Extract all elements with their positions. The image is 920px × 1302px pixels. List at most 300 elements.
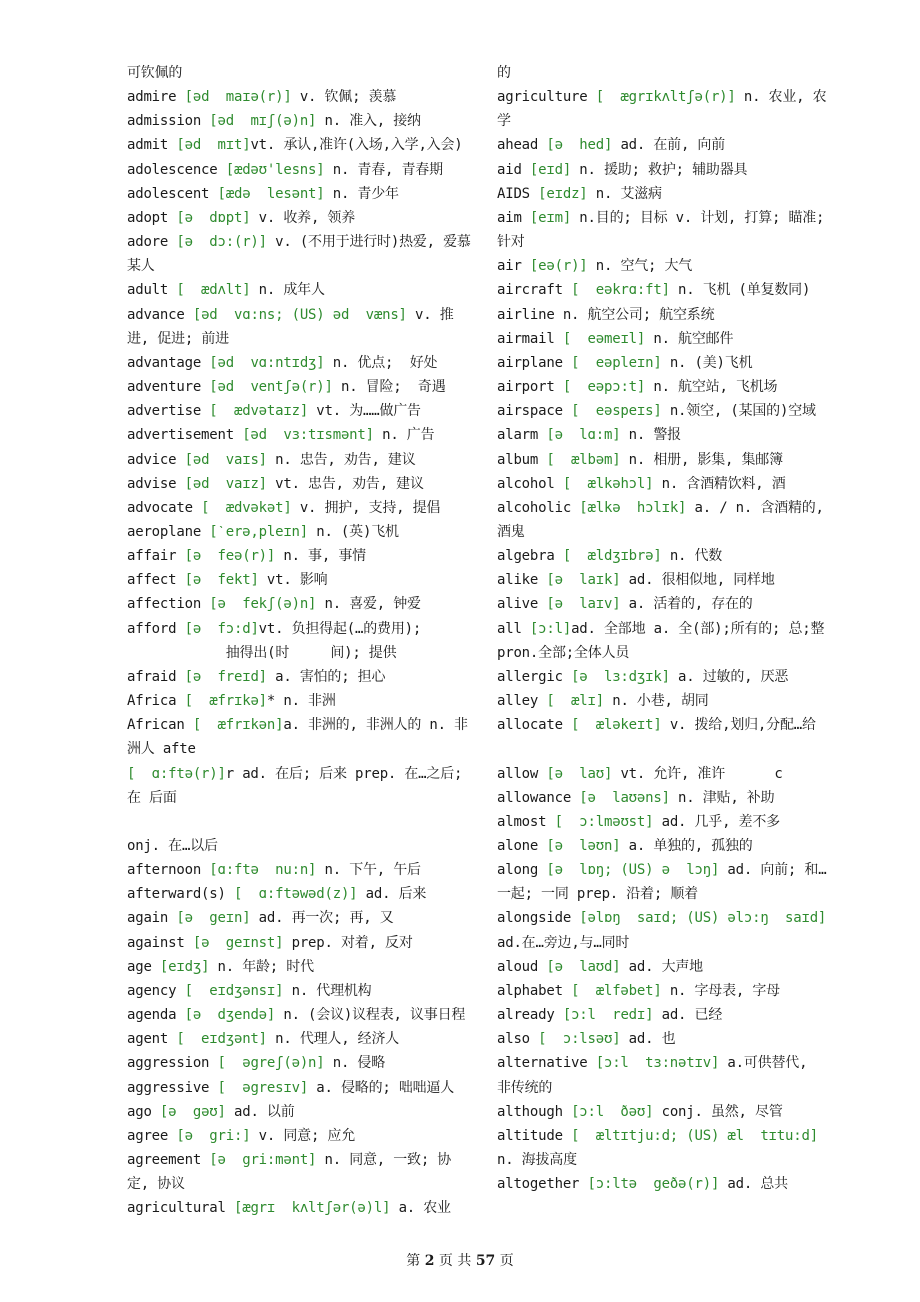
dictionary-entry xyxy=(127,496,472,520)
entry-definition: n. 广告 xyxy=(373,427,435,444)
entry-definition: v. 拥护, 支持, 提倡 xyxy=(291,499,441,516)
entry-definition: prep. 对着, 反对 xyxy=(283,934,413,951)
entry-phonetic: [ ædvəkət] xyxy=(201,499,292,516)
dictionary-entry xyxy=(127,1003,472,1027)
entry-phonetic: [ æfrɪkə] xyxy=(184,693,267,710)
dictionary-entry xyxy=(127,617,472,641)
entry-definition: v. 收养, 领养 xyxy=(250,209,356,226)
entry-definition: conj. 虽然, 尽管 xyxy=(653,1103,783,1120)
entry-phonetic: [ ɔ:lməʊst] xyxy=(554,813,654,830)
current-page-number: 2 xyxy=(424,1253,435,1269)
entry-word: allocate xyxy=(497,717,572,734)
entry-definition: n. 侵略 xyxy=(324,1055,386,1072)
entry-definition: v. (不用于进行时)热爱, 爱慕某人 xyxy=(127,234,471,275)
entry-phonetic: [ æfrɪkən] xyxy=(192,717,284,734)
entry-definition: n. 字母表, 字母 xyxy=(661,982,780,999)
entry-definition: ad. 向前; 和…一起; 一同 prep. 沿着; 顺着 xyxy=(497,862,827,903)
entry-definition: n. 航空邮件 xyxy=(645,330,734,347)
entry-definition: n.领空, (某国的)空域 xyxy=(661,403,816,420)
entry-word: aircraft xyxy=(497,282,572,299)
entry-definition: ad. 也 xyxy=(620,1031,676,1048)
entry-word: aloud xyxy=(497,958,547,975)
entry-word: airspace xyxy=(497,403,572,420)
entry-word: African xyxy=(127,717,193,734)
dictionary-entry xyxy=(497,955,827,979)
total-page-number: 57 xyxy=(475,1253,496,1269)
entry-phonetic: [ə lɜ:dʒɪk] xyxy=(571,668,670,685)
dictionary-entry xyxy=(127,713,472,761)
entry-phonetic: [eɪdz] xyxy=(538,185,588,202)
entry-definition: ad. 几乎, 差不多 xyxy=(653,813,780,830)
entry-phonetic: [əd vɑ:ntɪdʒ] xyxy=(209,354,325,371)
entry-word: agency xyxy=(127,982,185,999)
entry-phonetic: [əd maɪə(r)] xyxy=(184,89,292,106)
entry-definition: a. 侵略的; 咄咄逼人 xyxy=(308,1079,455,1096)
dictionary-entry xyxy=(497,254,827,278)
dictionary-entry xyxy=(497,737,827,761)
entry-definition: ad. 全部地 a. 全(部);所有的; 总;整 pron.全部;全体人员 xyxy=(497,620,833,661)
dictionary-entry xyxy=(497,158,827,182)
dictionary-entry xyxy=(497,133,827,157)
entry-phonetic: [əd vaɪz] xyxy=(184,475,267,492)
entry-word: adventure xyxy=(127,379,210,396)
entry-word: afterward(s) xyxy=(127,886,234,903)
entry-word: against xyxy=(127,934,193,951)
dictionary-entry xyxy=(127,206,472,230)
entry-definition: n. 事, 事情 xyxy=(275,548,366,565)
entry-phonetic: [eɪm] xyxy=(529,209,572,226)
entry-definition: ad. 再一次; 再, 又 xyxy=(250,910,394,927)
entry-definition: a. / n. 含酒精的, 酒鬼 xyxy=(497,499,833,540)
entry-definition: 抽得出(时 间); 提供 xyxy=(127,644,397,661)
entry-definition: n. 冒险; 奇遇 xyxy=(332,379,446,396)
entry-definition: vt. 负担得起(…的费用); xyxy=(258,620,422,637)
entry-word: allowance xyxy=(497,789,580,806)
dictionary-entry xyxy=(127,906,472,930)
dictionary-entry xyxy=(497,1027,827,1051)
entry-word: all xyxy=(497,620,530,637)
entry-phonetic: [ə geɪnst] xyxy=(192,934,284,951)
entry-definition: a. 单独的, 孤独的 xyxy=(620,837,753,854)
entry-definition: v. 推进, 促进; 前进 xyxy=(127,306,454,347)
entry-word: advise xyxy=(127,475,185,492)
entry-phonetic: [ɑ:ftə nu:n] xyxy=(209,862,317,879)
entry-definition: ad. 大声地 xyxy=(620,958,703,975)
dictionary-entry xyxy=(127,689,472,713)
entry-definition: n. 含酒精饮料, 酒 xyxy=(653,475,786,492)
entry-word: agreement xyxy=(127,1152,210,1169)
entry-phonetic: [ə laʊd] xyxy=(546,958,621,975)
entry-word: advantage xyxy=(127,354,210,371)
dictionary-entry xyxy=(497,206,833,254)
left-column xyxy=(127,61,472,1220)
entry-phonetic: [ ɔ:lsəʊ] xyxy=(538,1031,621,1048)
dictionary-entry xyxy=(497,979,827,1003)
entry-word: admire xyxy=(127,89,185,106)
entry-phonetic: [ə fekʃ(ə)n] xyxy=(209,596,317,613)
entry-definition: a.可供替代, 非传统的 xyxy=(497,1055,816,1096)
entry-word: along xyxy=(497,862,547,879)
entry-word: AIDS xyxy=(497,185,539,202)
dictionary-entry xyxy=(497,617,833,665)
entry-phonetic: [ə gəʊ] xyxy=(159,1103,226,1120)
dictionary-entry xyxy=(127,592,472,616)
entry-word: agenda xyxy=(127,1007,185,1024)
entry-word: aeroplane xyxy=(127,523,210,540)
dictionary-entry xyxy=(127,61,472,85)
entry-word: ago xyxy=(127,1103,160,1120)
dictionary-entry xyxy=(497,448,827,472)
entry-phonetic: [ɔ:l redɪ] xyxy=(562,1007,654,1024)
entry-phonetic: [ɔ:l tɜ:nətɪv] xyxy=(595,1055,720,1072)
entry-phonetic: [ eɪdʒənsɪ] xyxy=(184,982,284,999)
entry-phonetic: [ eəkrɑ:ft] xyxy=(571,282,670,299)
entry-phonetic: [ɔ:ltə geðə(r)] xyxy=(587,1176,720,1193)
entry-definition: n. 艾滋病 xyxy=(587,185,662,202)
dictionary-entry xyxy=(497,834,827,858)
entry-word: affection xyxy=(127,596,210,613)
entry-word: age xyxy=(127,958,160,975)
entry-word: alley xyxy=(497,693,547,710)
entry-phonetic: [ ægrɪkʌltʃə(r)] xyxy=(595,89,736,106)
dictionary-entry xyxy=(497,689,827,713)
dictionary-entry xyxy=(127,351,472,375)
entry-word: already xyxy=(497,1007,563,1024)
entry-phonetic: [ə dʒendə] xyxy=(184,1007,276,1024)
dictionary-entry xyxy=(497,665,827,689)
entry-phonetic: [eɪd] xyxy=(529,161,572,178)
footer-middle: 页 共 xyxy=(434,1253,476,1269)
entry-phonetic: [əlɒŋ saɪd; (US) əlɔ:ŋ saɪd] xyxy=(579,910,827,927)
dictionary-entry xyxy=(497,375,827,399)
entry-phonetic: [ə geɪn] xyxy=(176,910,251,927)
dictionary-entry xyxy=(127,520,472,544)
dictionary-entry xyxy=(127,568,472,592)
dictionary-entry xyxy=(127,1196,472,1220)
entry-phonetic: [ɔ:l ðəʊ] xyxy=(571,1103,654,1120)
entry-word: alcohol xyxy=(497,475,563,492)
dictionary-entry xyxy=(127,1051,472,1075)
dictionary-entry xyxy=(127,472,472,496)
dictionary-entry xyxy=(127,423,472,447)
entry-word: 可钦佩的 xyxy=(127,65,183,81)
entry-definition: ad.在…旁边,与…同时 xyxy=(497,910,835,951)
entry-definition: ad. 后来 xyxy=(357,886,427,903)
entry-phonetic: [ˋerə,pleɪn] xyxy=(209,523,309,540)
entry-definition: n. (美)飞机 xyxy=(661,354,753,371)
entry-phonetic: [əd vɜ:tɪsmənt] xyxy=(242,427,374,444)
entry-phonetic: [ə gri:mənt] xyxy=(209,1152,317,1169)
entry-phonetic: [ ædʌlt] xyxy=(176,282,251,299)
dictionary-entry xyxy=(497,1172,827,1196)
dictionary-entry xyxy=(127,1124,472,1148)
entry-phonetic: [ə ləʊn] xyxy=(546,837,621,854)
entry-word: also xyxy=(497,1031,539,1048)
entry-phonetic: [ æltɪtju:d; (US) æl tɪtu:d] xyxy=(571,1127,818,1144)
entry-definition: n. (英)飞机 xyxy=(308,523,399,540)
entry-phonetic: [ə fɔ:d] xyxy=(184,620,259,637)
entry-definition: v. 拨给,划归,分配…给 xyxy=(661,717,816,734)
entry-word: alive xyxy=(497,596,547,613)
entry-phonetic: [ ælɪ] xyxy=(546,693,604,710)
dictionary-entry xyxy=(127,1100,472,1124)
entry-word: advance xyxy=(127,306,193,323)
page-footer xyxy=(0,1250,920,1270)
entry-word: adopt xyxy=(127,209,177,226)
dictionary-entry xyxy=(127,448,472,472)
entry-definition: vt. 忠告, 劝告, 建议 xyxy=(266,475,424,492)
entry-phonetic: [ə feə(r)] xyxy=(184,548,276,565)
dictionary-entry xyxy=(127,399,472,423)
entry-definition: n. 相册, 影集, 集邮簿 xyxy=(620,451,783,468)
entry-word: aim xyxy=(497,209,530,226)
dictionary-entry xyxy=(497,472,827,496)
entry-definition: n. 优点; 好处 xyxy=(324,354,438,371)
entry-phonetic: [ə fekt] xyxy=(184,572,259,589)
entry-phonetic: [ædəʊ'lesns] xyxy=(225,161,325,178)
entry-word: airline n. 航空公司; 航空系统 xyxy=(497,306,715,323)
entry-word: alone xyxy=(497,837,547,854)
entry-word: advertisement xyxy=(127,427,243,444)
entry-phonetic: [əd ventʃə(r)] xyxy=(209,379,333,396)
entry-definition: ad. 在前, 向前 xyxy=(612,137,726,154)
entry-phonetic: [ə laɪk] xyxy=(546,572,621,589)
entry-definition: n. (会议)议程表, 议事日程 xyxy=(275,1007,466,1024)
dictionary-entry xyxy=(127,1148,472,1196)
dictionary-entry xyxy=(127,158,472,182)
entry-phonetic: [ə dɒpt] xyxy=(176,209,251,226)
entry-word: 的 xyxy=(497,65,511,81)
dictionary-entry xyxy=(497,544,827,568)
entry-definition: n. 空气; 大气 xyxy=(587,258,693,275)
entry-phonetic: [ə hed] xyxy=(546,137,613,154)
entry-word: alcoholic xyxy=(497,499,580,516)
entry-word: airplane xyxy=(497,354,572,371)
entry-word: affair xyxy=(127,548,185,565)
entry-word: aggression xyxy=(127,1055,218,1072)
entry-word: agree xyxy=(127,1127,177,1144)
entry-phonetic: [ə freɪd] xyxy=(184,668,267,685)
dictionary-entry xyxy=(497,906,835,954)
dictionary-entry xyxy=(497,713,827,737)
entry-phonetic: [eə(r)] xyxy=(529,258,588,275)
dictionary-entry xyxy=(127,278,472,302)
dictionary-entry xyxy=(497,592,827,616)
entry-word: airmail xyxy=(497,330,563,347)
dictionary-entry xyxy=(127,375,472,399)
dictionary-entry xyxy=(497,303,827,327)
entry-word: allow xyxy=(497,765,547,782)
entry-phonetic: [ æləkeɪt] xyxy=(571,717,662,734)
entry-definition: v. 同意; 应允 xyxy=(250,1127,356,1144)
dictionary-entry xyxy=(497,1100,827,1124)
entry-definition: a. 过敏的, 厌恶 xyxy=(669,668,789,685)
entry-word: afternoon xyxy=(127,862,210,879)
dictionary-entry xyxy=(127,1076,472,1100)
dictionary-entry xyxy=(127,955,472,979)
dictionary-entry xyxy=(497,762,827,786)
dictionary-entry xyxy=(497,182,827,206)
entry-definition: * n. 非洲 xyxy=(266,693,336,710)
entry-phonetic: [ ælfəbet] xyxy=(571,982,662,999)
entry-definition: n. 下午, 午后 xyxy=(316,862,421,879)
entry-word: again xyxy=(127,910,177,927)
dictionary-entry xyxy=(127,641,472,665)
entry-word: aggressive xyxy=(127,1079,218,1096)
entry-word: alarm xyxy=(497,427,547,444)
entry-definition: n. 代数 xyxy=(661,548,723,565)
entry-word: advice xyxy=(127,451,185,468)
entry-definition: n. 代理人, 经济人 xyxy=(266,1031,400,1048)
entry-definition: n. 小巷, 胡同 xyxy=(603,693,709,710)
entry-definition: ad. 总共 xyxy=(719,1176,788,1193)
entry-word: alongside xyxy=(497,910,580,927)
entry-word: aid xyxy=(497,161,530,178)
entry-phonetic: [ ædvətaɪz] xyxy=(209,403,309,420)
entry-word: afford xyxy=(127,620,185,637)
entry-phonetic: [ eəpleɪn] xyxy=(571,354,662,371)
entry-phonetic: [ ælkəhɔl] xyxy=(562,475,654,492)
dictionary-entry xyxy=(127,1027,472,1051)
entry-phonetic: [ə dɔ:(r)] xyxy=(176,234,267,251)
entry-definition: vt. 承认,准许(入场,入学,入会) xyxy=(250,137,463,154)
entry-definition: vt. 影响 xyxy=(258,572,328,589)
entry-word: almost xyxy=(497,813,555,830)
entry-phonetic: [ə laʊ] xyxy=(546,765,613,782)
entry-phonetic: [ə laʊəns] xyxy=(579,789,670,806)
dictionary-entry xyxy=(497,496,833,544)
dictionary-entry xyxy=(497,810,827,834)
entry-phonetic: [ eɪdʒənt] xyxy=(176,1031,267,1048)
entry-definition: n. 喜爱, 钟爱 xyxy=(316,596,421,613)
entry-definition: vt. 允许, 准许 c xyxy=(612,765,783,782)
entry-phonetic: [ eəpɔ:t] xyxy=(562,379,646,396)
dictionary-entry xyxy=(127,762,472,810)
entry-word: allergic xyxy=(497,668,572,685)
entry-phonetic: [ əgreʃ(ə)n] xyxy=(217,1055,325,1072)
entry-word: ahead xyxy=(497,137,547,154)
entry-word: album xyxy=(497,451,547,468)
entry-phonetic: [ɔ:l] xyxy=(529,620,572,637)
dictionary-entry xyxy=(497,61,827,85)
entry-word: admit xyxy=(127,137,177,154)
entry-definition: a. 农业 xyxy=(390,1200,451,1217)
entry-phonetic: [ ɑ:ftəwəd(z)] xyxy=(233,886,358,903)
entry-phonetic: [ə lɑ:m] xyxy=(546,427,621,444)
entry-definition: v. 钦佩; 羡慕 xyxy=(291,89,397,106)
right-column xyxy=(497,61,835,1196)
entry-phonetic: [ælkə hɔlɪk] xyxy=(579,499,687,516)
dictionary-entry xyxy=(497,85,827,133)
entry-phonetic: [ægrɪ kʌltʃər(ə)l] xyxy=(233,1200,391,1217)
dictionary-entry xyxy=(497,278,827,302)
entry-phonetic: [əd mɪt] xyxy=(176,137,251,154)
entry-definition: n. 援助; 救护; 辅助器具 xyxy=(571,161,748,178)
entry-word: altitude xyxy=(497,1127,572,1144)
entry-word: advertise xyxy=(127,403,210,420)
entry-word: algebra xyxy=(497,548,563,565)
entry-definition: n. 代理机构 xyxy=(283,982,372,999)
entry-definition: n. 津贴, 补助 xyxy=(669,789,775,806)
entry-phonetic: [ə lɒŋ; (US) ə lɔŋ] xyxy=(546,862,720,879)
entry-word: agriculture xyxy=(497,89,596,106)
entry-definition: n. 青少年 xyxy=(324,185,399,202)
entry-definition: a. 非洲的, 非洲人的 n. 非洲人 afte xyxy=(127,717,468,758)
dictionary-entry xyxy=(497,351,827,375)
entry-word: adult xyxy=(127,282,177,299)
entry-word: adolescent xyxy=(127,185,218,202)
entry-definition: n. 农业, 农学 xyxy=(497,89,827,130)
dictionary-entry xyxy=(127,303,472,351)
entry-word: altogether xyxy=(497,1176,588,1193)
dictionary-entry xyxy=(497,858,827,906)
entry-definition: n. 准入, 接纳 xyxy=(316,113,421,130)
entry-word: affect xyxy=(127,572,185,589)
dictionary-entry xyxy=(497,786,827,810)
entry-word: onj. 在…以后 xyxy=(127,837,218,854)
entry-definition: a. 活着的, 存在的 xyxy=(620,596,753,613)
entry-word: Africa xyxy=(127,693,185,710)
dictionary-entry xyxy=(127,544,472,568)
entry-definition: n. 航空站, 飞机场 xyxy=(645,379,778,396)
entry-definition: ad. 已经 xyxy=(653,1007,723,1024)
entry-definition: n. 忠告, 劝告, 建议 xyxy=(266,451,416,468)
entry-definition: n. 同意, 一致; 协定, 协议 xyxy=(127,1152,452,1193)
entry-definition: n. 年龄; 时代 xyxy=(209,958,314,975)
entry-phonetic: [ ɑ:ftə(r)] xyxy=(127,765,226,782)
dictionary-entry xyxy=(497,568,827,592)
entry-phonetic: [ eəmeɪl] xyxy=(562,330,646,347)
entry-definition: vt. 为……做广告 xyxy=(308,403,421,420)
dictionary-entry xyxy=(497,1003,827,1027)
entry-phonetic: [ eəspeɪs] xyxy=(571,403,662,420)
entry-word: air xyxy=(497,258,530,275)
entry-word: adolescence xyxy=(127,161,226,178)
entry-definition: r ad. 在后; 后来 prep. 在…之后; 在 后面 xyxy=(127,765,471,806)
entry-phonetic: [ə laɪv] xyxy=(546,596,621,613)
entry-phonetic: [əd vaɪs] xyxy=(184,451,267,468)
dictionary-entry xyxy=(497,1051,827,1099)
entry-definition: ad. 以前 xyxy=(225,1103,295,1120)
entry-phonetic: [ ældʒɪbrə] xyxy=(562,548,662,565)
entry-word: agent xyxy=(127,1031,177,1048)
dictionary-entry xyxy=(127,979,472,1003)
entry-word: alternative xyxy=(497,1055,596,1072)
dictionary-entry xyxy=(497,399,827,423)
entry-word: although xyxy=(497,1103,572,1120)
entry-definition: n. 青春, 青春期 xyxy=(324,161,443,178)
entry-word: afraid xyxy=(127,668,185,685)
dictionary-entry xyxy=(127,85,472,109)
dictionary-entry xyxy=(127,182,472,206)
entry-word: adore xyxy=(127,234,177,251)
entry-phonetic: [ ælbəm] xyxy=(546,451,621,468)
entry-phonetic: [əd mɪʃ(ə)n] xyxy=(209,113,317,130)
footer-suffix: 页 xyxy=(495,1253,514,1269)
dictionary-entry xyxy=(127,133,472,157)
dictionary-entry xyxy=(127,834,472,858)
dictionary-entry xyxy=(127,109,472,133)
dictionary-entry xyxy=(127,931,472,955)
entry-definition: n. 警报 xyxy=(620,427,681,444)
entry-definition: a. 害怕的; 担心 xyxy=(266,668,386,685)
entry-phonetic: [ə gri:] xyxy=(176,1127,251,1144)
entry-definition: n. 飞机 (单复数同) xyxy=(669,282,811,299)
dictionary-entry xyxy=(127,882,472,906)
entry-word: admission xyxy=(127,113,210,130)
dictionary-entry xyxy=(127,858,472,882)
entry-word: advocate xyxy=(127,499,202,516)
